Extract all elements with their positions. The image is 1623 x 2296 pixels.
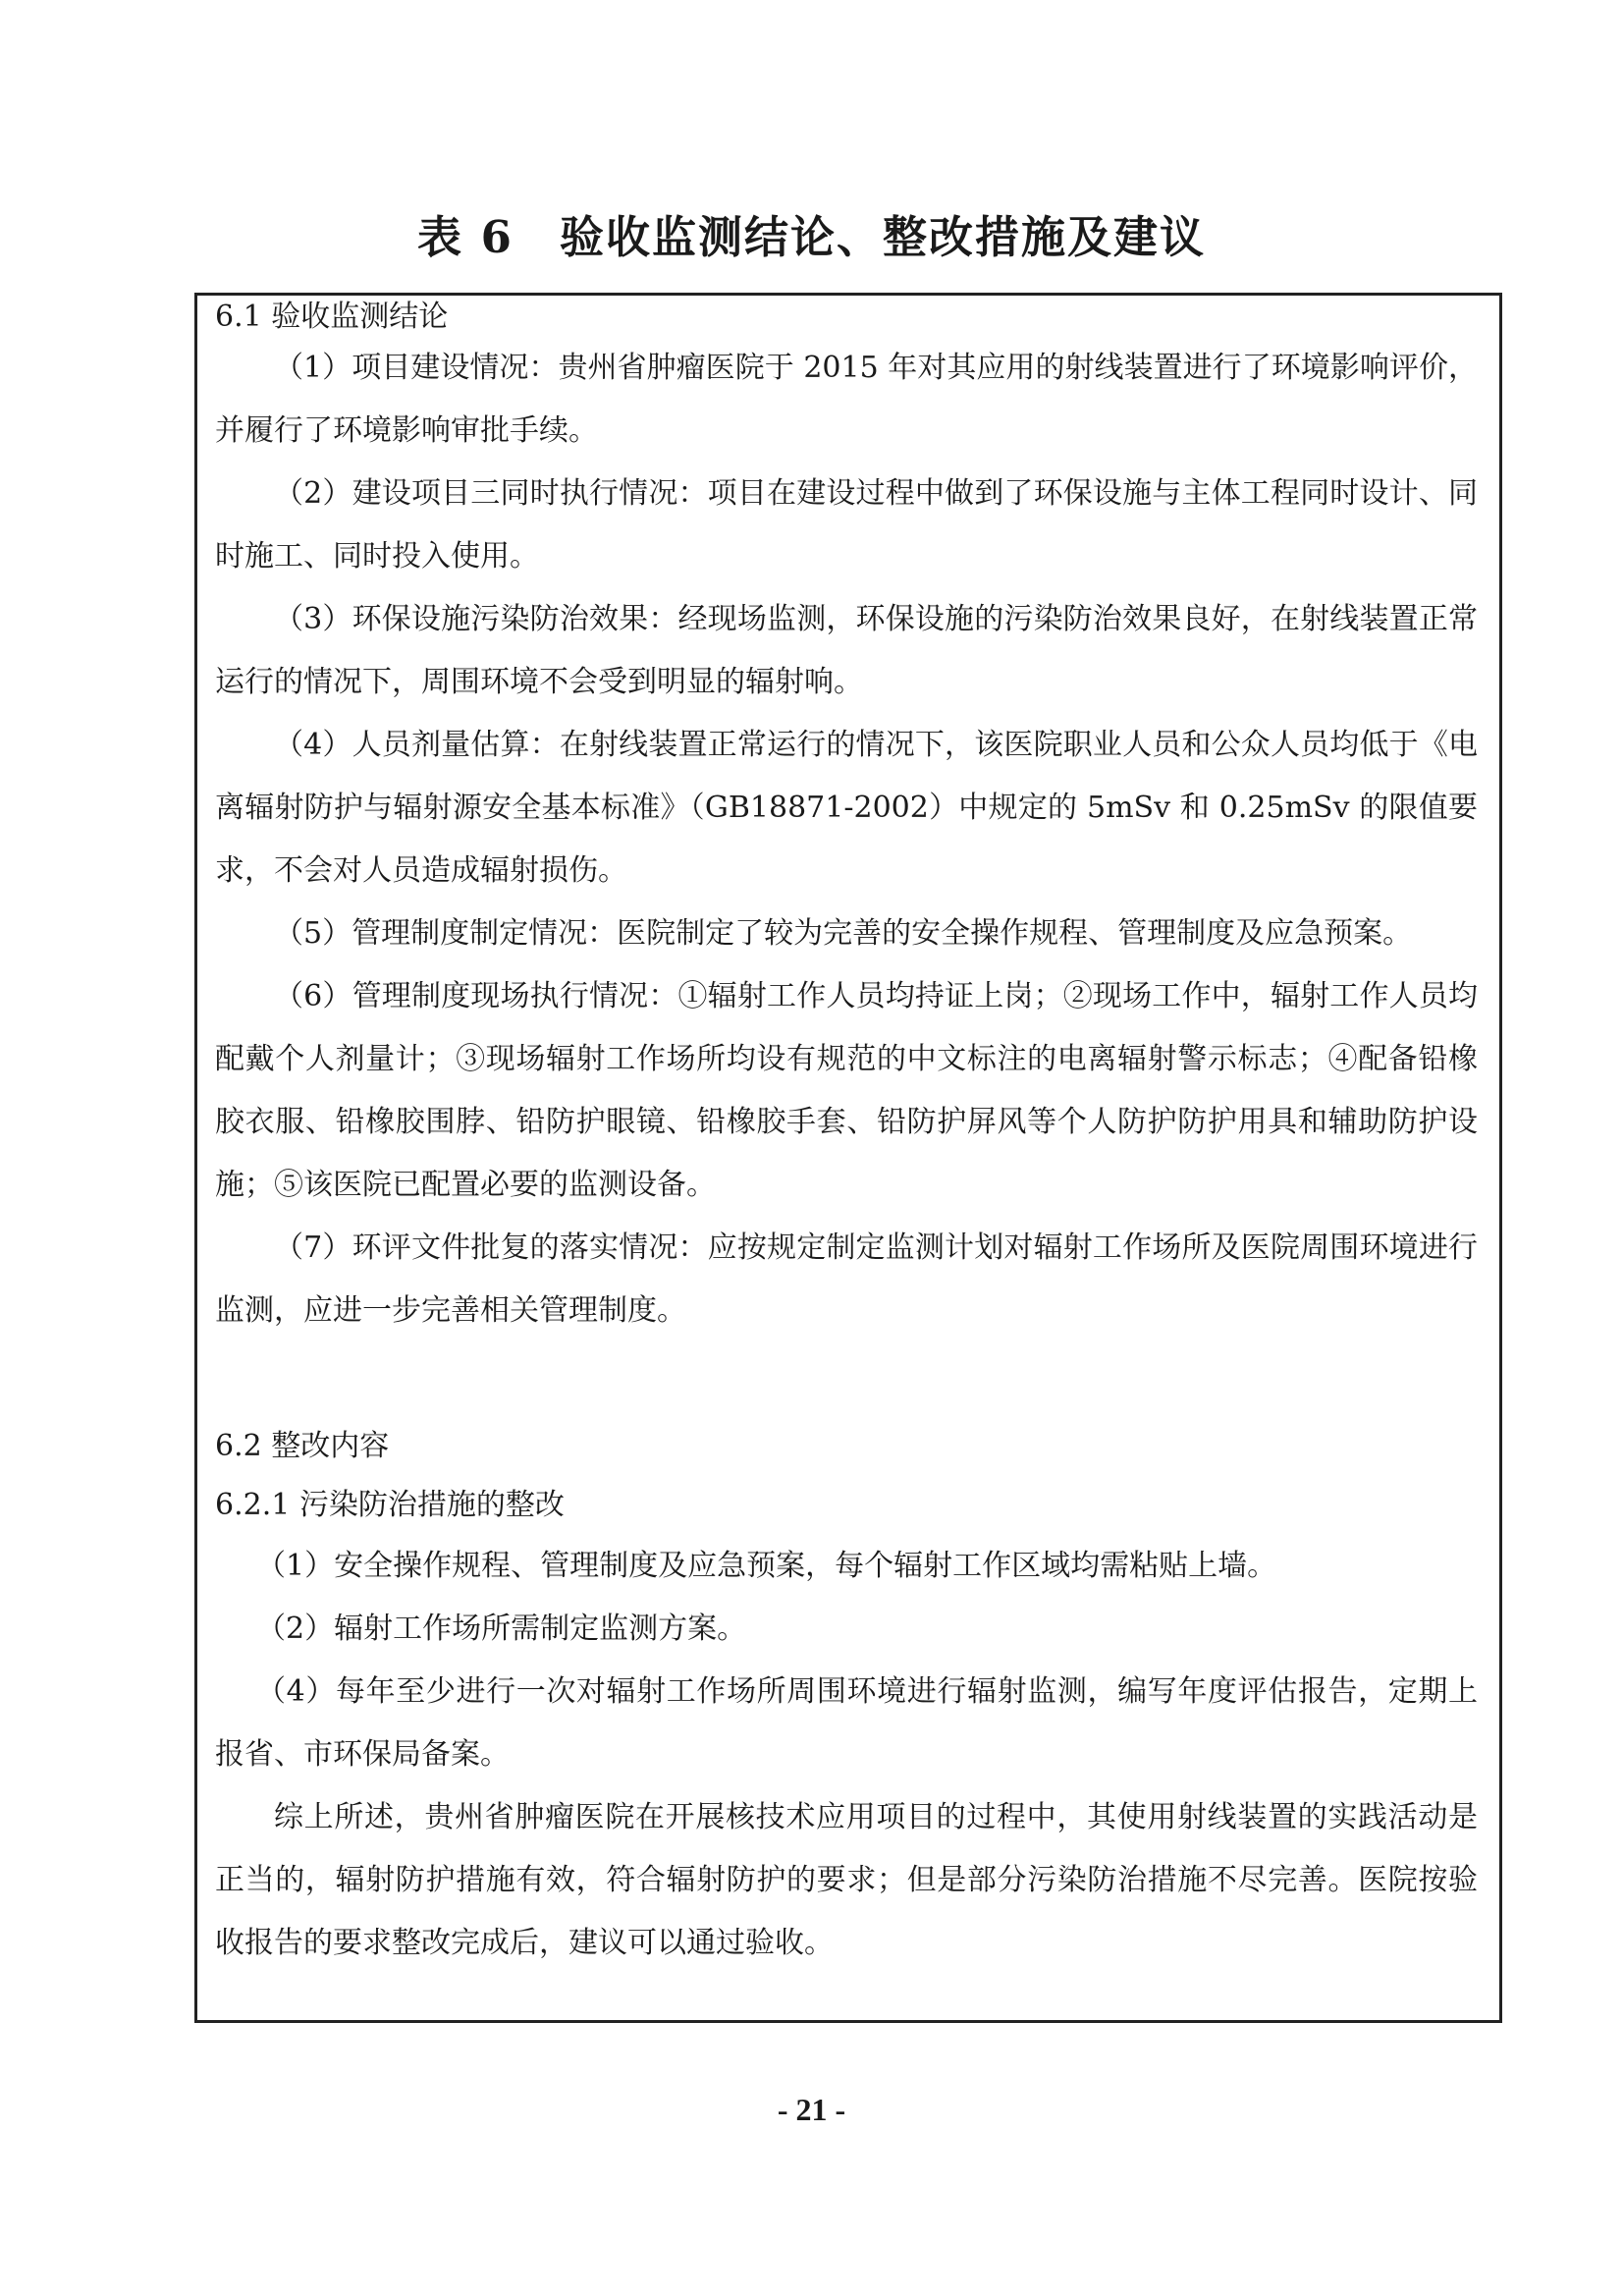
content-box xyxy=(194,293,1502,2023)
conclusion-paragraph: （2）建设项目三同时执行情况：项目在建设过程中做到了环保设施与主体工程同时设计、同时施工、同时投入使用。 xyxy=(215,476,1478,574)
conclusion-paragraph: （5）管理制度制定情况：医院制定了较为完善的安全操作规程、管理制度及应急预案。 xyxy=(274,916,1413,951)
rectification-item: （4）每年至少进行一次对辐射工作场所周围环境进行辐射监测，编写年度评估报告，定期上报省、市环保局备案。 xyxy=(215,1674,1478,1772)
page-title: 表 6 验收监测结论、整改措施及建议 xyxy=(417,211,1206,263)
section-heading: 6.2 整改内容 xyxy=(215,1429,390,1463)
section-monitoring-conclusion xyxy=(215,298,1478,1342)
rectification-item: （1）安全操作规程、管理制度及应急预案，每个辐射工作区域均需粘贴上墙。 xyxy=(256,1549,1277,1583)
rectification-item: （2）辐射工作场所需制定监测方案。 xyxy=(256,1612,747,1646)
conclusion-paragraph: （1）项目建设情况：贵州省肿瘤医院于 2015 年对其应用的射线装置进行了环境影响评价，并履行了环境影响审批手续。 xyxy=(215,351,1478,448)
summary-paragraph: 综上所述，贵州省肿瘤医院在开展核技术应用项目的过程中，其使用射线装置的实践活动是正当的，辐射防护措施有效，符合辐射防护的要求；但是部分污染防治措施不尽完善。医院按验收报告的要求整改完成后，建议可以通过验收。 xyxy=(215,1800,1478,1960)
conclusion-paragraph: （7）环评文件批复的落实情况：应按规定制定监测计划对辐射工作场所及医院周围环境进行监测，应进一步完善相关管理制度。 xyxy=(215,1230,1478,1328)
subsection-heading: 6.2.1 污染防治措施的整改 xyxy=(215,1488,565,1522)
conclusion-paragraph: （6）管理制度现场执行情况：①辐射工作人员均持证上岗；②现场工作中，辐射工作人员均配戴个人剂量计；③现场辐射工作场所均设有规范的中文标注的电离辐射警示标志；④配备铅橡胶衣服、铅橡胶围脖、铅防护眼镜、铅橡胶手套、铅防护屏风等个人防护防护用具和辅助防护设施；⑤该医院已配置必要的监测设备。 xyxy=(215,979,1478,1202)
section-rectification xyxy=(215,1417,1478,1975)
page-number: - 21 - xyxy=(777,2092,846,2127)
conclusion-paragraph: （4）人员剂量估算：在射线装置正常运行的情况下，该医院职业人员和公众人员均低于《电离辐射防护与辐射源安全基本标准》（GB18871-2002）中规定的 5mSv 和 0.25mSv 的限值要求，不会对人员造成辐射损伤。 xyxy=(215,728,1478,888)
section-heading: 6.1 验收监测结论 xyxy=(215,300,449,334)
conclusion-paragraph: （3）环保设施污染防治效果：经现场监测，环保设施的污染防治效果良好，在射线装置正常运行的情况下，周围环境不会受到明显的辐射响。 xyxy=(215,602,1478,699)
